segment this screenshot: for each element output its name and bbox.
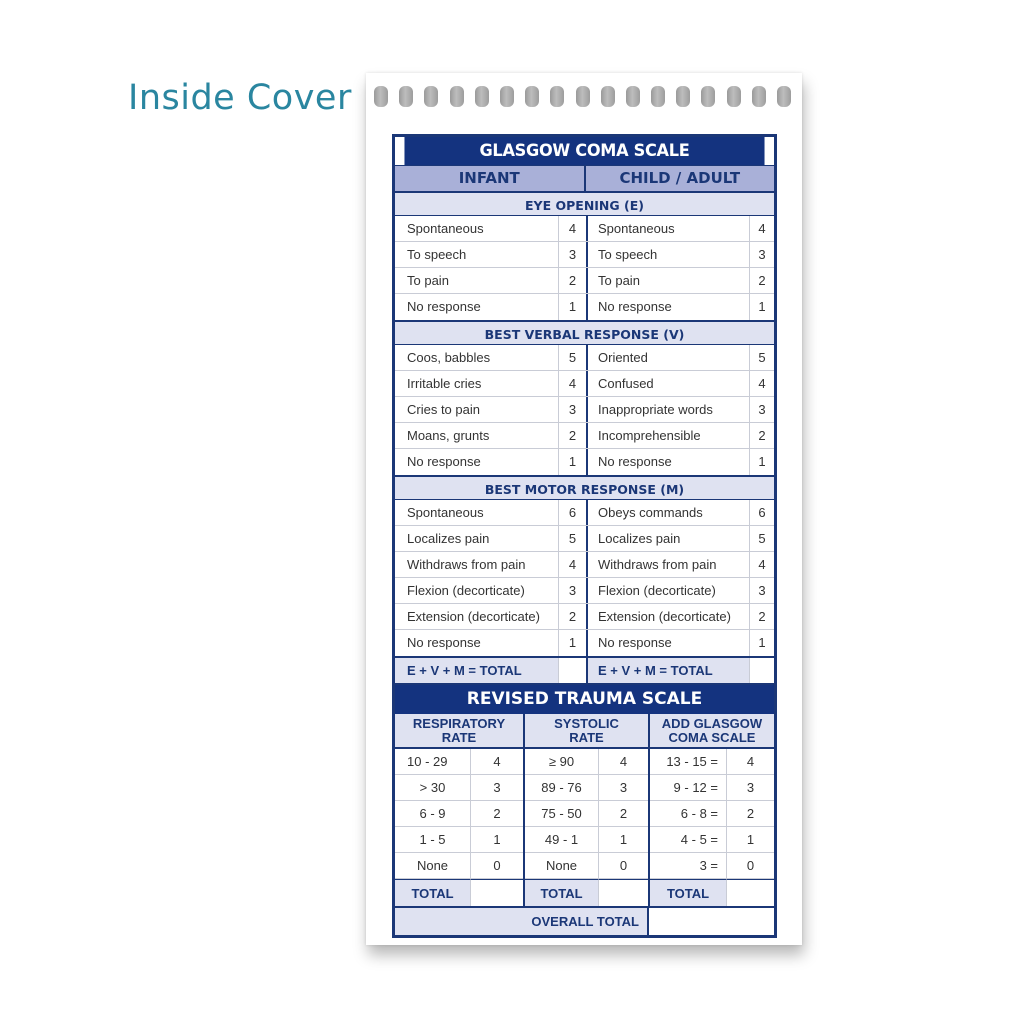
infant-response: No response — [407, 635, 481, 650]
binding-hole — [475, 86, 489, 107]
adult-response: Flexion (decorticate) — [598, 583, 716, 598]
table-row — [395, 397, 774, 423]
adult-response: To speech — [598, 247, 658, 262]
adult-response: Confused — [598, 376, 654, 391]
infant-response: Irritable cries — [407, 376, 482, 391]
infant-response: Localizes pain — [407, 531, 490, 546]
header-line: ADD GLASGOW — [661, 716, 763, 731]
rts-total-field[interactable] — [726, 879, 774, 906]
table-row — [395, 294, 774, 320]
rts-score: 0 — [726, 853, 774, 879]
table-row — [395, 449, 774, 475]
header-line: RATE — [441, 730, 477, 745]
table-row — [395, 268, 774, 294]
adult-total-label: E + V + M = TOTAL — [588, 658, 749, 683]
binding-hole — [550, 86, 564, 107]
gcs-title: GLASGOW COMA SCALE — [404, 137, 764, 165]
binding-hole — [626, 86, 640, 107]
table-row — [395, 216, 774, 242]
adult-response: Obeys commands — [598, 505, 703, 520]
rts-criterion: 49 - 1 — [525, 827, 598, 853]
rts-criterion: 6 - 9 — [395, 801, 470, 827]
rts-criterion: None — [525, 853, 598, 879]
gcs-total-row — [395, 656, 774, 683]
infant-score: 3 — [558, 397, 586, 422]
binding-hole — [399, 86, 413, 107]
infant-response: To speech — [407, 247, 467, 262]
section-rows — [395, 345, 774, 475]
table-row — [395, 604, 774, 630]
rts-score: 3 — [470, 775, 523, 801]
binding-hole — [576, 86, 590, 107]
adult-score: 5 — [749, 345, 774, 370]
rts-score: 4 — [598, 749, 648, 775]
infant-response: Flexion (decorticate) — [407, 583, 525, 598]
binding-hole — [500, 86, 514, 107]
rts-score: 3 — [598, 775, 648, 801]
infant-total-label: E + V + M = TOTAL — [395, 658, 558, 683]
rts-score: 3 — [726, 775, 774, 801]
rts-table — [395, 714, 774, 906]
rts-total-label: TOTAL — [395, 879, 470, 906]
adult-score: 4 — [749, 552, 774, 577]
adult-response: No response — [598, 299, 672, 314]
binding-hole — [525, 86, 539, 107]
infant-total-field[interactable] — [558, 658, 586, 683]
header-line: COMA SCALE — [668, 730, 756, 745]
adult-response: No response — [598, 454, 672, 469]
section-rows — [395, 500, 774, 656]
adult-score: 1 — [749, 294, 774, 320]
adult-response: Localizes pain — [598, 531, 681, 546]
binding-hole — [752, 86, 766, 107]
infant-score: 2 — [558, 604, 586, 629]
adult-response: Inappropriate words — [598, 402, 713, 417]
rts-criterion: 6 - 8 = — [650, 801, 726, 827]
reference-card — [392, 134, 777, 938]
rts-score: 4 — [726, 749, 774, 775]
table-row — [395, 242, 774, 268]
adult-score: 5 — [749, 526, 774, 551]
rts-criterion: ≥ 90 — [525, 749, 598, 775]
rts-criterion: 1 - 5 — [395, 827, 470, 853]
binding-hole — [727, 86, 741, 107]
table-row — [395, 630, 774, 656]
adult-score: 4 — [749, 371, 774, 396]
adult-response: To pain — [598, 273, 640, 288]
overall-total-field[interactable] — [649, 908, 774, 935]
overall-total-row — [395, 906, 774, 935]
inside-cover-label: Inside Cover — [128, 78, 352, 118]
rts-total-label: TOTAL — [650, 879, 726, 906]
table-row — [395, 371, 774, 397]
infant-response: Moans, grunts — [407, 428, 490, 443]
infant-score: 3 — [558, 242, 586, 267]
rts-total-label: TOTAL — [525, 879, 598, 906]
rts-score: 1 — [726, 827, 774, 853]
binding-hole — [450, 86, 464, 107]
adult-score: 2 — [749, 604, 774, 629]
rts-criterion: 75 - 50 — [525, 801, 598, 827]
infant-response: Cries to pain — [407, 402, 480, 417]
infant-score: 1 — [558, 630, 586, 656]
infant-response: Spontaneous — [407, 221, 484, 236]
table-row — [395, 423, 774, 449]
rts-criterion: > 30 — [395, 775, 470, 801]
adult-response: Spontaneous — [598, 221, 675, 236]
infant-response: No response — [407, 454, 481, 469]
rts-score: 1 — [598, 827, 648, 853]
rts-title: REVISED TRAUMA SCALE — [395, 683, 774, 714]
section-band: BEST MOTOR RESPONSE (M) — [395, 475, 774, 500]
gcs-column-headers — [395, 165, 774, 191]
adult-total-field[interactable] — [749, 658, 774, 683]
section-band: EYE OPENING (E) — [395, 191, 774, 216]
column-header-child-adult: CHILD / ADULT — [619, 169, 741, 187]
adult-score: 3 — [749, 578, 774, 603]
rts-score: 2 — [470, 801, 523, 827]
rts-score: 1 — [470, 827, 523, 853]
adult-score: 1 — [749, 449, 774, 475]
infant-score: 4 — [558, 371, 586, 396]
spiral-binding-holes — [374, 86, 802, 107]
infant-score: 3 — [558, 578, 586, 603]
table-row — [395, 578, 774, 604]
rts-criterion: 4 - 5 = — [650, 827, 726, 853]
table-row — [395, 500, 774, 526]
rts-total-field[interactable] — [598, 879, 648, 906]
adult-score: 4 — [749, 216, 774, 241]
binding-hole — [676, 86, 690, 107]
infant-score: 1 — [558, 294, 586, 320]
infant-response: Coos, babbles — [407, 350, 491, 365]
rts-score: 0 — [470, 853, 523, 879]
header-line: RESPIRATORY — [412, 716, 506, 731]
rts-criterion: 10 - 29 — [395, 749, 470, 775]
section-band: BEST VERBAL RESPONSE (V) — [395, 320, 774, 345]
binding-hole — [374, 86, 388, 107]
infant-response: To pain — [407, 273, 449, 288]
adult-response: Extension (decorticate) — [598, 609, 731, 624]
rts-group-header — [395, 714, 523, 749]
table-row — [395, 552, 774, 578]
infant-response: No response — [407, 299, 481, 314]
adult-response: Oriented — [598, 350, 648, 365]
rts-score: 4 — [470, 749, 523, 775]
rts-criterion: 13 - 15 = — [650, 749, 726, 775]
section-rows — [395, 216, 774, 320]
infant-score: 5 — [558, 526, 586, 551]
binding-hole — [701, 86, 715, 107]
infant-score: 5 — [558, 345, 586, 370]
header-line: SYSTOLIC — [554, 716, 619, 731]
adult-score: 3 — [749, 242, 774, 267]
infant-score: 1 — [558, 449, 586, 475]
adult-score: 2 — [749, 423, 774, 448]
column-header-infant: INFANT — [395, 166, 586, 191]
adult-score: 6 — [749, 500, 774, 525]
gcs-sections — [395, 191, 774, 656]
infant-score: 2 — [558, 268, 586, 293]
adult-response: Incomprehensible — [598, 428, 701, 443]
infant-score: 2 — [558, 423, 586, 448]
infant-response: Extension (decorticate) — [407, 609, 540, 624]
infant-score: 6 — [558, 500, 586, 525]
rts-criterion: None — [395, 853, 470, 879]
rts-criterion: 3 = — [650, 853, 726, 879]
adult-score: 2 — [749, 268, 774, 293]
infant-response: Withdraws from pain — [407, 557, 526, 572]
adult-response: Withdraws from pain — [598, 557, 717, 572]
infant-score: 4 — [558, 216, 586, 241]
binding-hole — [601, 86, 615, 107]
binding-hole — [424, 86, 438, 107]
rts-criterion: 89 - 76 — [525, 775, 598, 801]
rts-total-field[interactable] — [470, 879, 523, 906]
rts-score: 2 — [598, 801, 648, 827]
rts-score: 0 — [598, 853, 648, 879]
table-row — [395, 526, 774, 552]
rts-criterion: 9 - 12 = — [650, 775, 726, 801]
table-row — [395, 345, 774, 371]
adult-score: 1 — [749, 630, 774, 656]
rts-group-header — [650, 714, 774, 749]
infant-response: Spontaneous — [407, 505, 484, 520]
binding-hole — [777, 86, 791, 107]
rts-score: 2 — [726, 801, 774, 827]
infant-score: 4 — [558, 552, 586, 577]
rts-group-header — [525, 714, 648, 749]
adult-score: 3 — [749, 397, 774, 422]
overall-total-label: OVERALL TOTAL — [395, 908, 649, 935]
header-line: RATE — [569, 730, 604, 745]
adult-response: No response — [598, 635, 672, 650]
binding-hole — [651, 86, 665, 107]
